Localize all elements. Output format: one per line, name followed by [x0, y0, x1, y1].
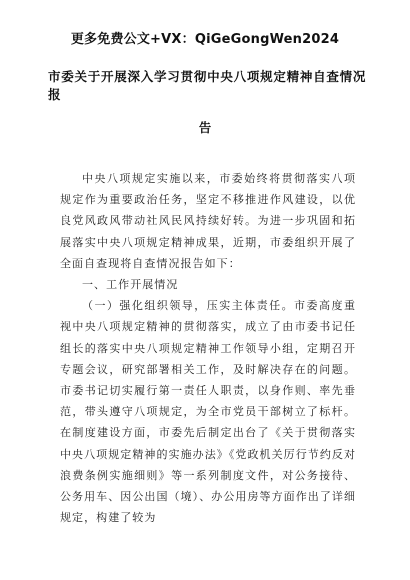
section-paragraph: （一）强化组织领导，压实主体责任。市委高度重视中央八项规定精神的贯彻落实，成立了由市委书记任组长的落实中央八项规定精神工作领导小组，定期召开专题会议，研究部署相关工作，及时解决存在的问题。市委书记切实履行第一责任人职责，以身作则、率先垂范，带头遵守八项规定，为全市党员干部树立了标杆。在制度建设方面，市委先后制定出台了《关于贯彻落实中央八项规定精神的实施办法》《党政机关厉行节约反对浪费条例实施细则》等一系列制度文件，对公务接待、公务用车、因公出国（境）、办公用房等方面作出了详细规定，构建了较为 — [60, 299, 356, 525]
intro-paragraph: 中央八项规定实施以来，市委始终将贯彻落实八项规定作为重要政治任务，坚定不移推进作风建设，以优良党风政风带动社风民风持续好转。为进一步巩固和拓展落实中央八项规定精神成果，近期，市委组织开展了全面自查现将自查情况报告如下： — [60, 172, 356, 270]
document-body — [60, 168, 356, 528]
document-title-continued: 告 — [198, 120, 212, 135]
section-heading: 一、工作开展情况 — [82, 278, 179, 292]
document-title: 市委关于开展深入学习贯彻中央八项规定精神自查情况报 — [48, 69, 366, 102]
header-banner: 更多免费公文+VX：QiGeGongWen2024 — [70, 32, 340, 47]
